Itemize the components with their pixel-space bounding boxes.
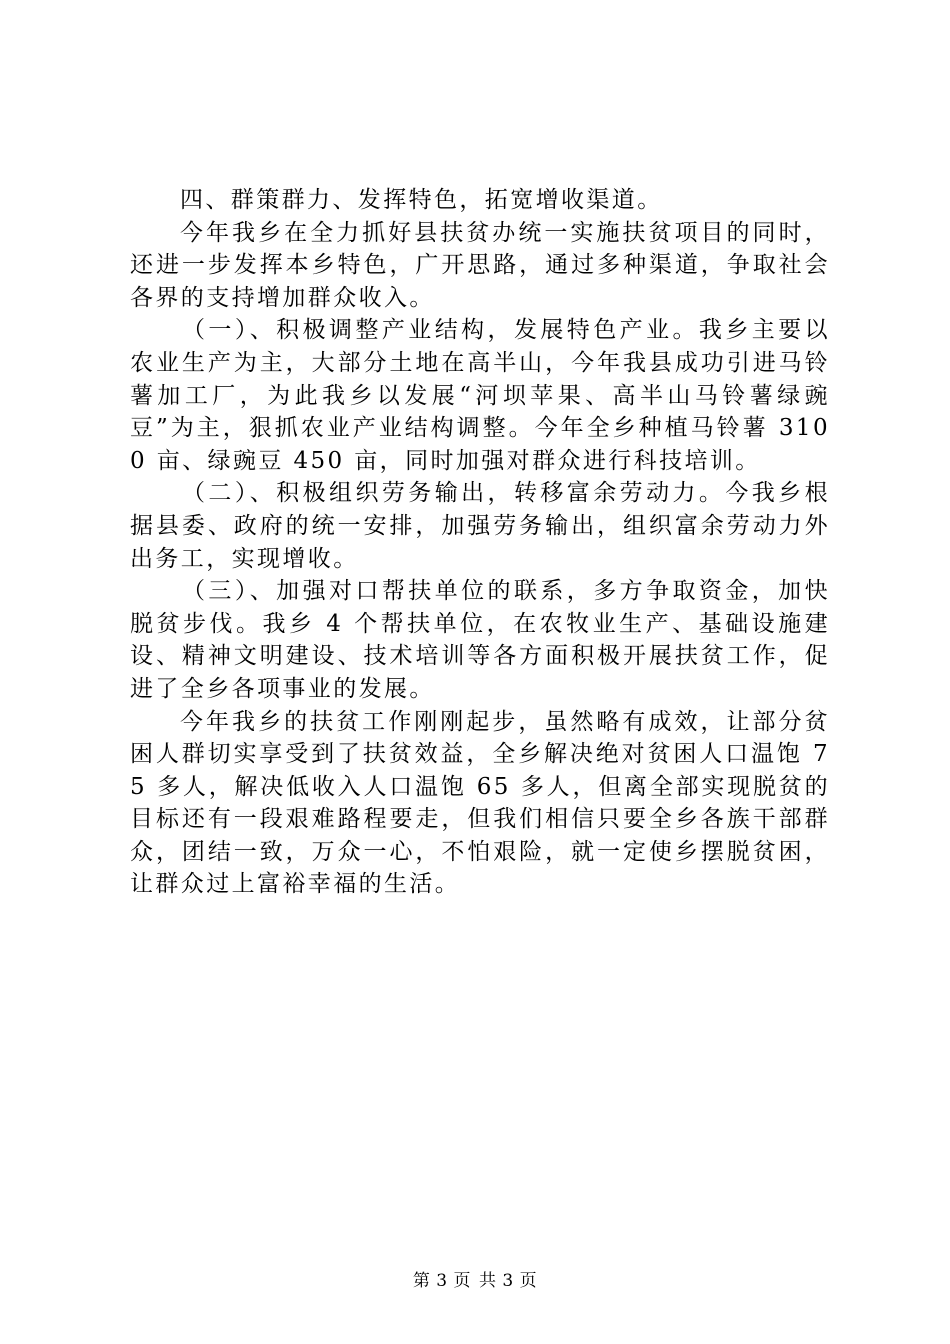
paragraph-item-3: （三）、加强对口帮扶单位的联系，多方争取资金，加快脱贫步伐。我乡 4 个帮扶单位，在农牧业生产、基础设施建设、精神文明建设、技术培训等各方面积极开展扶贫工作，促进了全乡各项事业的发展。 — [130, 578, 830, 702]
paragraph-intro: 今年我乡在全力抓好县扶贫办统一实施扶贫项目的同时，还进一步发挥本乡特色，广开思路，通过多种渠道，争取社会各界的支持增加群众收入。 — [130, 219, 830, 311]
page-footer — [0, 1266, 950, 1291]
paragraph-conclusion: 今年我乡的扶贫工作刚刚起步，虽然略有成效，让部分贫困人群切实享受到了扶贫效益，全乡解决绝对贫困人口温饱 75 多人，解决低收入人口温饱 65 多人，但离全部实现脱贫的目标还有一段艰难路程要走，但我们相信只要全乡各族干部群众，团结一致，万众一心，不怕艰险，就一定使乡摆脱贫困，让群众过上富裕幸福的生活。 — [130, 708, 830, 898]
document-body — [130, 184, 830, 901]
current-page-number: 第 3 页 — [412, 1271, 471, 1291]
paragraph-item-2: （二）、积极组织劳务输出，转移富余劳动力。今我乡根据县委、政府的统一安排，加强劳务输出，组织富余劳动力外出务工，实现增收。 — [130, 480, 830, 572]
section-heading: 四、群策群力、发挥特色，拓宽增收渠道。 — [180, 187, 663, 213]
total-page-count: 共 3 页 — [479, 1271, 538, 1291]
paragraph-item-1: （一）、积极调整产业结构，发展特色产业。我乡主要以农业生产为主，大部分土地在高半山，今年我县成功引进马铃薯加工厂，为此我乡以发展“河坝苹果、高半山马铃薯绿豌豆”为主，狠抓农业产业结构调整。今年全乡种植马铃薯 3100 亩、绿豌豆 450 亩，同时加强对群众进行科技培训。 — [130, 317, 830, 474]
